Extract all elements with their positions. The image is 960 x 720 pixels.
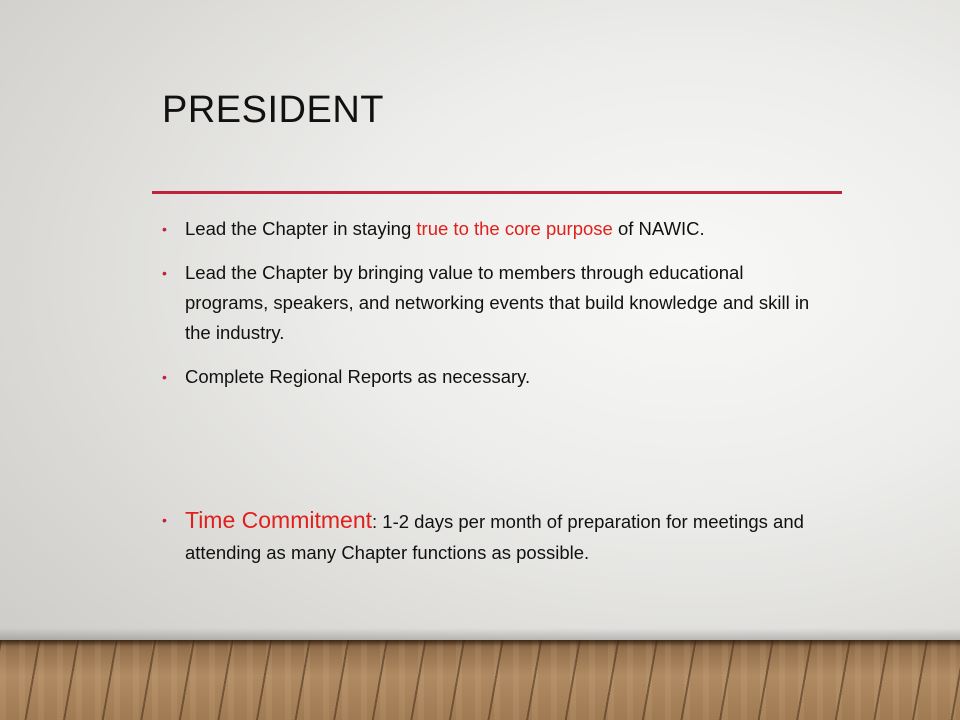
bullet-marker: •: [162, 512, 167, 528]
bullet-item-value: [162, 258, 822, 348]
bullet-text: Lead the Chapter in staying: [185, 218, 417, 239]
title-divider: [152, 191, 842, 194]
bullet-text: Complete Regional Reports as necessary.: [185, 366, 531, 387]
bullet-marker: •: [162, 221, 167, 237]
highlight-text: true to the core purpose: [416, 218, 613, 239]
bullet-item-core-purpose: [162, 214, 822, 244]
slide-title: PRESIDENT: [162, 89, 384, 131]
bullet-marker: •: [162, 369, 167, 385]
bullet-item-reports: [162, 362, 822, 392]
time-commitment-text: : 1-2 days per month of preparation for meetings and attending as many Chapter functions as possible.: [185, 511, 804, 563]
wood-floor-background: [0, 640, 960, 720]
bullet-item-time-commitment: [162, 505, 822, 568]
floor-shadow: [0, 628, 960, 640]
bullet-list: [162, 214, 822, 406]
bullet-text: Lead the Chapter by bringing value to members through educational programs, speakers, and networking events that build knowledge and skill in the industry.: [185, 262, 810, 343]
time-commitment-label: Time Commitment: [185, 507, 372, 533]
bullet-marker: •: [162, 265, 167, 281]
bullet-text: of NAWIC.: [612, 218, 705, 239]
